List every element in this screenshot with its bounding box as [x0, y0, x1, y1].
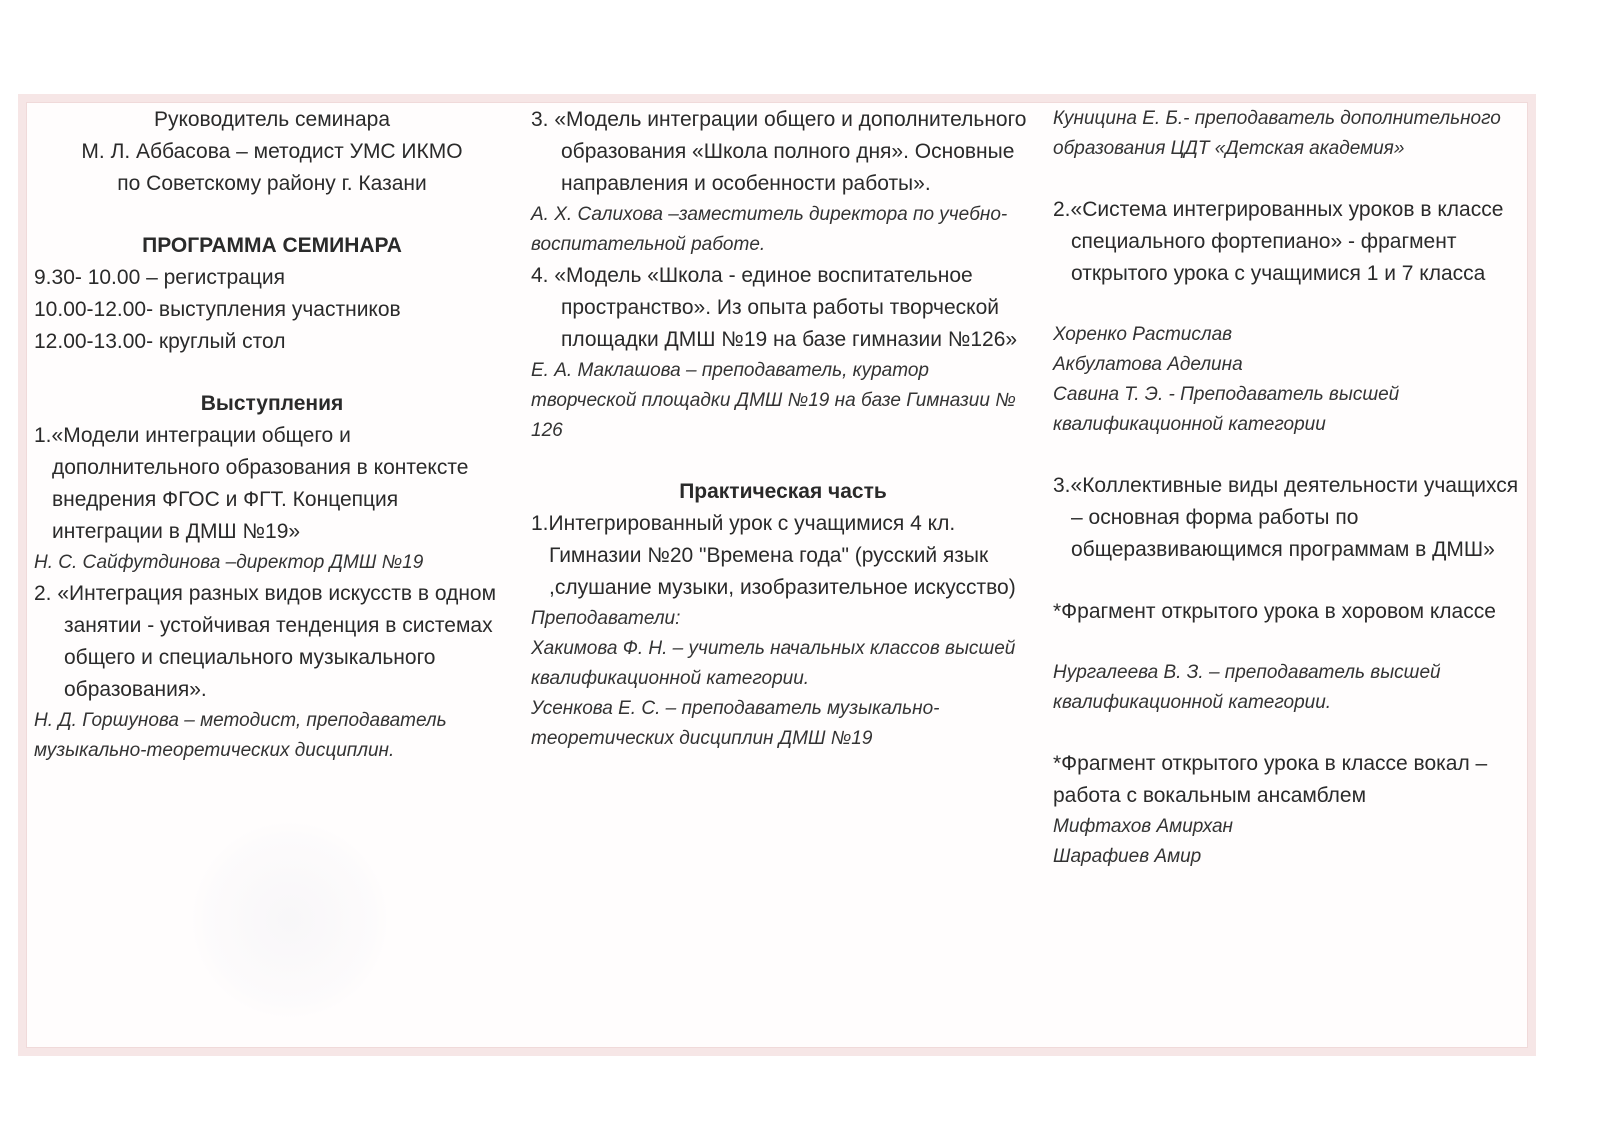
- teacher-5: Нургалеева В. З. – преподаватель высшей квалификационной категории.: [1053, 662, 1441, 713]
- column-middle: [531, 104, 1035, 754]
- schedule-item: 12.00-13.00- круглый стол: [34, 330, 286, 353]
- leader-place: по Советскому району г. Казани: [117, 172, 427, 195]
- faded-stamp: [190, 820, 390, 1020]
- talk-3: 3. «Модель интеграции общего и дополнительного образования «Школа полного дня». Основные направления и особенности работы».: [531, 108, 1027, 195]
- teacher-2: Усенкова Е. С. – преподаватель музыкально-теоретических дисциплин ДМШ №19: [531, 698, 940, 749]
- student-2: Акбулатова Аделина: [1053, 354, 1243, 375]
- fragment-2: *Фрагмент открытого урока в классе вокал – работа с вокальным ансамблем: [1053, 752, 1488, 807]
- teachers-label: Преподаватели:: [531, 608, 681, 629]
- lesson-3: 3.«Коллективные виды деятельности учащихся – основная форма работы по общеразвивающимся программам в ДМШ»: [1053, 474, 1519, 561]
- fragment-1: *Фрагмент открытого урока в хоровом классе: [1053, 600, 1496, 623]
- student-3: Мифтахов Амирхан: [1053, 816, 1234, 837]
- column-right: [1053, 104, 1533, 872]
- talk-2: 2. «Интеграция разных видов искусств в одном занятии - устойчивая тенденция в системах общего и специального музыкального образования».: [34, 582, 497, 701]
- leader-label: Руководитель семинара: [153, 108, 391, 131]
- student-4: Шарафиев Амир: [1053, 846, 1202, 867]
- talk-3-author: А. Х. Салихова –заместитель директора по учебно-воспитательной работе.: [531, 204, 1008, 255]
- talks-title: Выступления: [200, 392, 344, 415]
- teacher-4: Савина Т. Э. - Преподаватель высшей квалификационной категории: [1053, 384, 1400, 435]
- program-title: ПРОГРАММА СЕМИНАРА: [142, 234, 402, 257]
- teacher-3: Куницина Е. Б.- преподаватель дополнительного образования ЦДТ «Детская академия»: [1053, 108, 1501, 159]
- teacher-1: Хакимова Ф. Н. – учитель начальных классов высшей квалификационной категории.: [531, 638, 1016, 689]
- talk-4-author: Е. А. Маклашова – преподаватель, куратор творческой площадки ДМШ №19 на базе Гимназии № 126: [531, 360, 1016, 441]
- talk-1: 1.«Модели интеграции общего и дополнительного образования в контексте внедрения ФГОС и ФГТ. Концепция интеграции в ДМШ №19»: [34, 424, 469, 543]
- lesson-1: 1.Интегрированный урок с учащимися 4 кл. Гимназии №20 "Времена года" (русский язык ,слушание музыки, изобразительное искусство): [531, 512, 1016, 599]
- talk-2-author: Н. Д. Горшунова – методист, преподаватель музыкально-теоретических дисциплин.: [34, 710, 447, 761]
- lesson-2: 2.«Система интегрированных уроков в классе специального фортепиано» - фрагмент открытого урока с учащимися 1 и 7 класса: [1053, 198, 1504, 285]
- schedule-item: 9.30- 10.00 – регистрация: [34, 266, 285, 289]
- schedule-item: 10.00-12.00- выступления участников: [34, 298, 401, 321]
- talk-1-author: Н. С. Сайфутдинова –директор ДМШ №19: [34, 552, 424, 573]
- leader-name: М. Л. Аббасова – методист УМС ИКМО: [81, 140, 463, 163]
- practice-title: Практическая часть: [679, 480, 887, 503]
- student-1: Хоренко Растислав: [1053, 324, 1233, 345]
- column-left: [34, 104, 510, 766]
- talk-4: 4. «Модель «Школа - единое воспитательное пространство». Из опыта работы творческой площадки ДМШ №19 на базе гимназии №126»: [531, 264, 1018, 351]
